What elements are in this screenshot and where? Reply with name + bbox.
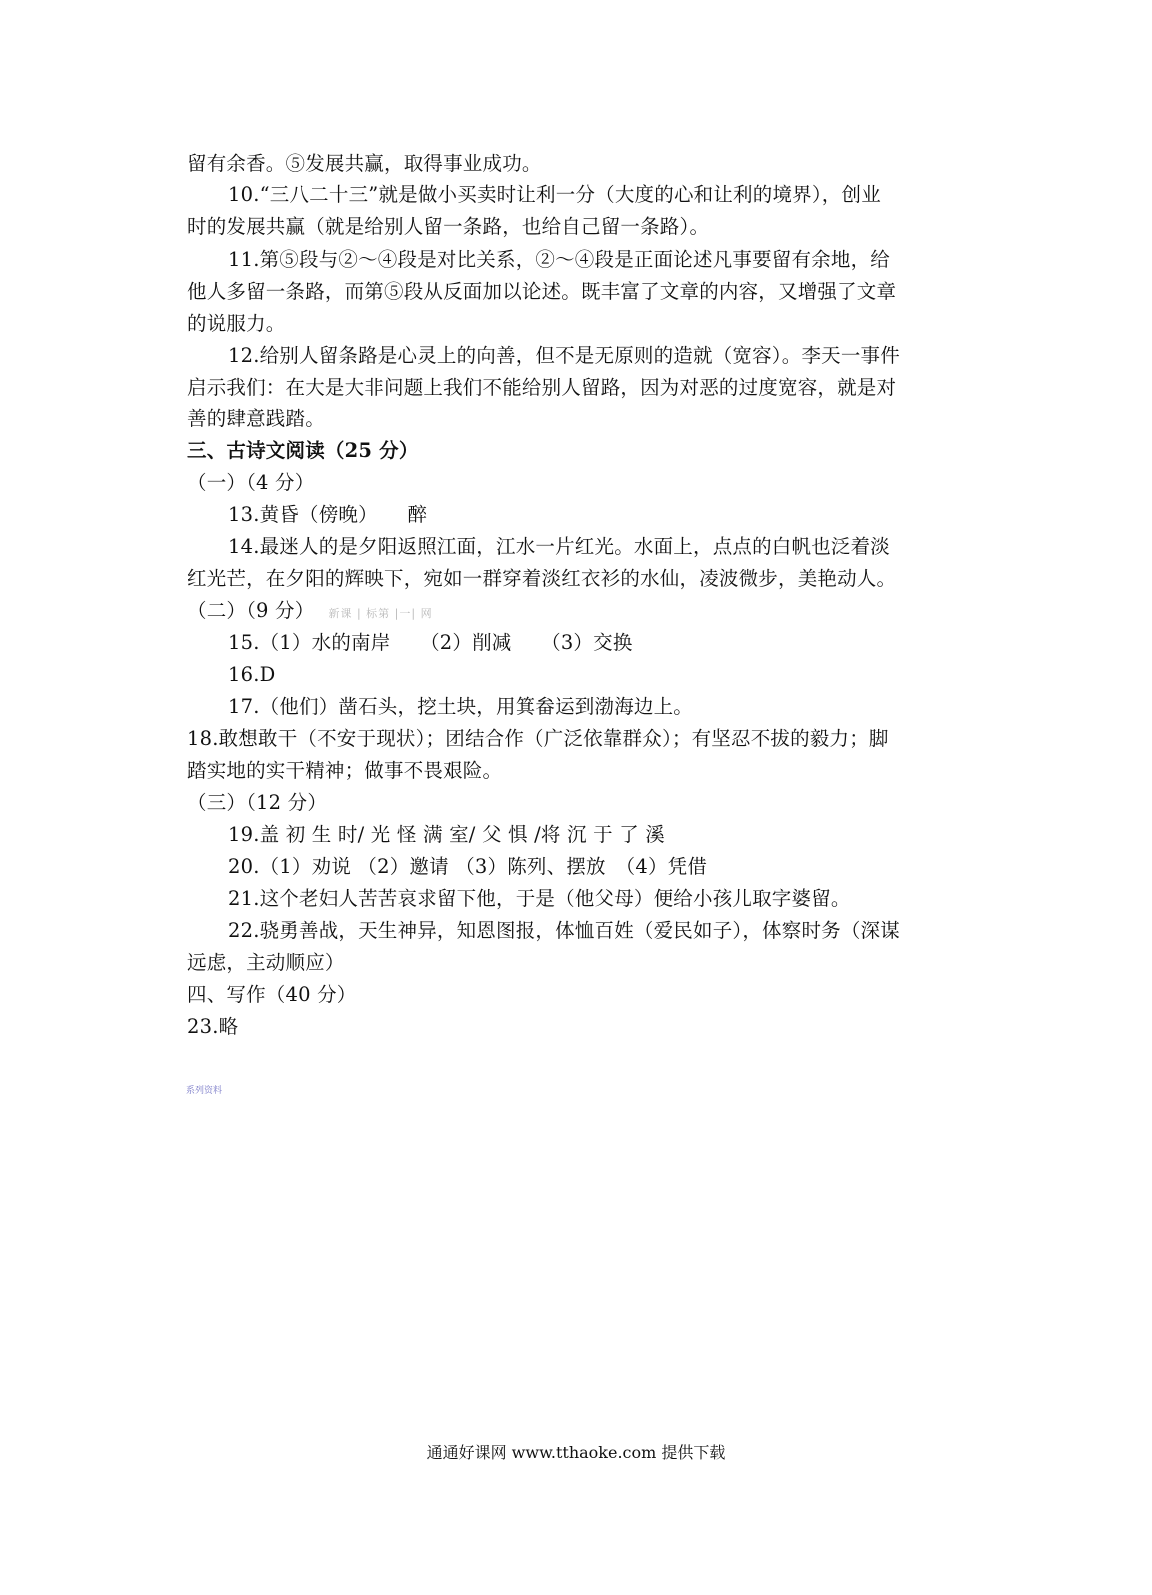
subsection-heading-2-row <box>187 596 433 629</box>
text-line: 留有余香。⑤发展共赢，取得事业成功。 <box>187 152 542 175</box>
subsection-heading-3: （三）（12 分） <box>187 791 328 814</box>
answer-10-line-1: 10.“三八二十三”就是做小买卖时让利一分（大度的心和让利的境界），创业 <box>228 183 881 206</box>
answer-17: 17.（他们）凿石头，挖土块，用箕畚运到渤海边上。 <box>228 695 694 718</box>
answer-12-line-3: 善的肆意践踏。 <box>187 407 325 430</box>
subsection-heading-2: （二）（9 分） <box>187 599 315 622</box>
series-link[interactable]: 系列资料 <box>186 1086 223 1096</box>
answer-16: 16.D <box>228 663 276 686</box>
subsection-heading-1: （一）（4 分） <box>187 471 315 494</box>
answer-12-line-2: 启示我们：在大是大非问题上我们不能给别人留路，因为对恶的过度宽容，就是对 <box>187 376 897 399</box>
answer-21: 21.这个老妇人苦苦哀求留下他，于是（他父母）便给小孩儿取字婆留。 <box>228 887 851 910</box>
answer-11-line-2: 他人多留一条路，而第⑤段从反面加以论述。既丰富了文章的内容，又增强了文章 <box>187 280 897 303</box>
answer-10-line-2: 时的发展共赢（就是给别人留一条路，也给自己留一条路）。 <box>187 215 710 238</box>
page-footer: 通通好课网 www.tthaoke.com 提供下载 <box>426 1443 726 1462</box>
answer-11-line-1: 11.第⑤段与②～④段是对比关系，②～④段是正面论述凡事要留有余地，给 <box>228 248 891 271</box>
answer-22-line-2: 远虑，主动顺应） <box>187 951 345 974</box>
answer-14-line-1: 14.最迷人的是夕阳返照江面，江水一片红光。水面上，点点的白帆也泛着淡 <box>228 535 891 558</box>
answer-14-line-2: 红光芒，在夕阳的辉映下，宛如一群穿着淡红衣衫的水仙，凌波微步，美艳动人。 <box>187 567 897 590</box>
answer-18-line-2: 踏实地的实干精神；做事不畏艰险。 <box>187 759 503 782</box>
section-heading-4: 四、写作（40 分） <box>187 983 357 1006</box>
watermark-text: 新课 | 标第 |一| 网 <box>328 607 433 620</box>
answer-19: 19.盖 初 生 时/ 光 怪 满 室/ 父 惧 /将 沉 于 了 溪 <box>228 823 665 846</box>
answer-12-line-1: 12.给别人留条路是心灵上的向善，但不是无原则的造就（宽容）。李天一事件 <box>228 344 900 367</box>
answer-23: 23.略 <box>187 1015 239 1038</box>
answer-18-line-1: 18.敢想敢干（不安于现状）；团结合作（广泛依靠群众）；有坚忍不拔的毅力；脚 <box>187 727 889 750</box>
answer-15: 15.（1）水的南岸 （2）削减 （3）交换 <box>228 631 633 654</box>
answer-13: 13.黄昏（傍晚） 醉 <box>228 503 428 526</box>
section-heading-3: 三、古诗文阅读（25 分） <box>187 439 419 462</box>
answer-11-line-3: 的说服力。 <box>187 312 286 335</box>
answer-22-line-1: 22.骁勇善战，天生神异，知恩图报，体恤百姓（爱民如子），体察时务（深谋 <box>228 919 900 942</box>
answer-20: 20.（1）劝说 （2）邀请 （3）陈列、摆放 （4）凭借 <box>228 855 708 878</box>
